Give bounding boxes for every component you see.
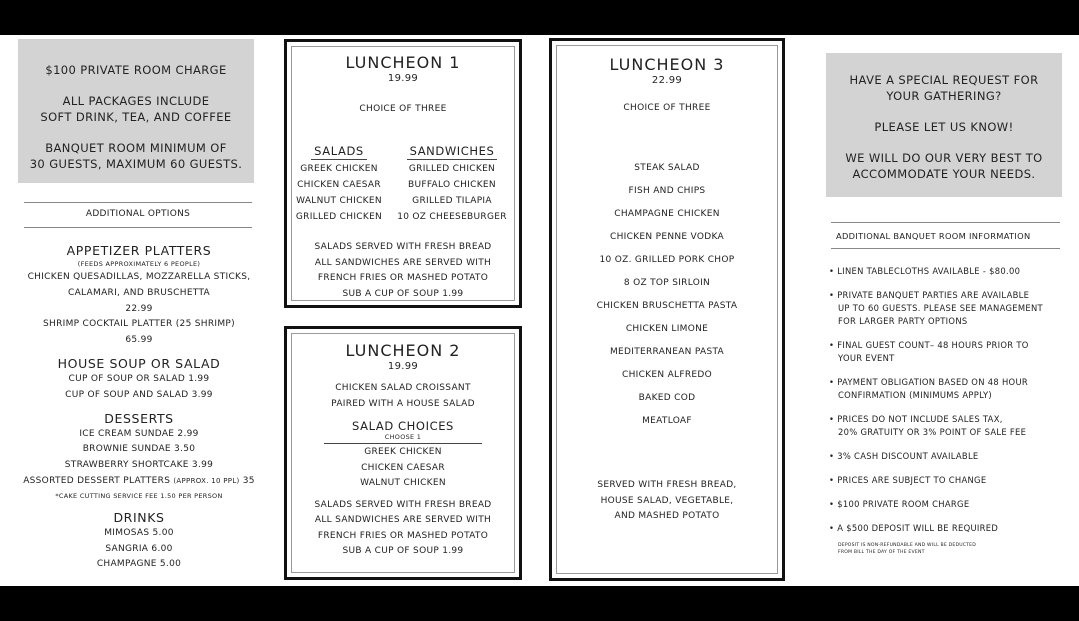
- luncheon-1-footer: SUB A CUP OF SOUP 1.99: [342, 288, 464, 299]
- salad-item: WALNUT CHICKEN: [296, 196, 382, 206]
- luncheon-3-item: CHICKEN LIMONE: [625, 324, 709, 334]
- salad-item: GREEK CHICKEN: [300, 164, 378, 174]
- salad-choices-title: SALAD CHOICES: [352, 419, 454, 433]
- fine-print-line: DEPOSIT IS NON-REFUNDABLE AND WILL BE DEDUCTED: [838, 543, 977, 548]
- info-text: YOUR EVENT: [838, 353, 895, 363]
- fine-print-line: FROM BILL THE DAY OF THE EVENT: [838, 550, 925, 555]
- banquet-info-title: ADDITIONAL BANQUET ROOM INFORMATION: [836, 231, 1031, 241]
- request-line: HAVE A SPECIAL REQUEST FOR: [849, 73, 1039, 87]
- luncheon-3-footer: HOUSE SALAD, VEGETABLE,: [600, 495, 734, 506]
- desserts-title: DESSERTS: [104, 410, 174, 426]
- sandwich-item: BUFFALO CHICKEN: [408, 180, 496, 190]
- salads-heading: SALADS: [311, 144, 367, 160]
- packages-line-2: SOFT DRINK, TEA, AND COFFEE: [40, 110, 232, 124]
- info-item: • FINAL GUEST COUNT– 48 HOURS PRIOR TO YOUR EVENT: [829, 339, 1069, 365]
- packages-line-1: ALL PACKAGES INCLUDE: [62, 94, 210, 108]
- bottom-bar: [0, 586, 1079, 621]
- luncheon-3-item: CHICKEN PENNE VODKA: [610, 232, 724, 242]
- divider: [24, 227, 252, 228]
- luncheon-3-item: CHICKEN ALFREDO: [622, 370, 712, 380]
- luncheon-3-panel: [549, 38, 785, 581]
- dessert-line: STRAWBERRY SHORTCAKE 3.99: [64, 460, 214, 471]
- info-item: • 3% CASH DISCOUNT AVAILABLE: [829, 451, 979, 461]
- divider: [24, 202, 252, 203]
- additional-options-title: ADDITIONAL OPTIONS: [85, 209, 191, 219]
- luncheon-3-item: 10 OZ. GRILLED PORK CHOP: [599, 255, 735, 265]
- info-text: PRICES ARE SUBJECT TO CHANGE: [837, 475, 987, 485]
- luncheon-2-footer: SALADS SERVED WITH FRESH BREAD: [314, 499, 492, 510]
- minimum-line-1: BANQUET ROOM MINIMUM OF: [45, 141, 227, 155]
- room-charge: $100 PRIVATE ROOM CHARGE: [45, 63, 227, 77]
- luncheon-3-price: 22.99: [651, 75, 683, 86]
- luncheon-3-item: CHAMPAGNE CHICKEN: [614, 209, 720, 219]
- luncheon-3-title: LUNCHEON 3: [609, 55, 725, 74]
- dessert-platter: [4, 474, 274, 490]
- appetizer-title: APPETIZER PLATTERS: [66, 243, 212, 258]
- info-item: • PRIVATE BANQUET PARTIES ARE AVAILABLE UP TO 60 GUESTS. PLEASE SEE MANAGEMENT FOR LARGER PARTY OPTIONS: [829, 289, 1069, 328]
- salads-column: [291, 140, 387, 225]
- luncheon-2-footer: ALL SANDWICHES ARE SERVED WITH: [314, 515, 492, 525]
- sandwich-item: 10 OZ CHEESEBURGER: [397, 212, 507, 222]
- soup-title: HOUSE SOUP OR SALAD: [57, 355, 221, 371]
- drink-line: SANGRIA 6.00: [105, 543, 173, 554]
- luncheon-3-footer: AND MASHED POTATO: [614, 511, 720, 521]
- luncheon-1-title: LUNCHEON 1: [345, 53, 461, 72]
- luncheon-2-price: 19.99: [387, 361, 419, 372]
- cake-fee: *CAKE CUTTING SERVICE FEE 1.50 PER PERSON: [55, 491, 223, 500]
- choose-one: CHOOSE 1: [384, 433, 422, 441]
- luncheon-3-item: BAKED COD: [638, 393, 696, 403]
- divider: [324, 443, 482, 444]
- sandwiches-heading: SANDWICHES: [407, 144, 498, 160]
- request-line: YOUR GATHERING?: [886, 89, 1002, 103]
- info-text: FOR LARGER PARTY OPTIONS: [838, 316, 968, 326]
- info-text: A $500 DEPOSIT WILL BE REQUIRED: [837, 523, 999, 533]
- info-text: UP TO 60 GUESTS. PLEASE SEE MANAGEMENT: [838, 303, 1043, 313]
- dessert-platter-note: (APPROX. 10 PPL): [173, 476, 240, 485]
- request-line: ACCOMMODATE YOUR NEEDS.: [852, 167, 1036, 181]
- drink-line: CHAMPAGNE 5.00: [96, 559, 182, 570]
- luncheon-3-item: MEATLOAF: [642, 416, 692, 426]
- luncheon-1-price: 19.99: [387, 73, 419, 84]
- luncheon-3-item: CHICKEN BRUSCHETTA PASTA: [596, 301, 738, 311]
- soup-line: CUP OF SOUP AND SALAD 3.99: [65, 389, 213, 400]
- info-item: • $100 PRIVATE ROOM CHARGE: [829, 499, 970, 509]
- info-item: • PRICES DO NOT INCLUDE SALES TAX, 20% GRATUITY OR 3% POINT OF SALE FEE: [829, 413, 1069, 439]
- divider: [831, 222, 1060, 223]
- info-item: • LINEN TABLECLOTHS AVAILABLE - $80.00: [829, 266, 1021, 276]
- info-item: • PAYMENT OBLIGATION BASED ON 48 HOUR CONFIRMATION (MINIMUMS APPLY): [829, 376, 1069, 402]
- salad-choice: WALNUT CHICKEN: [360, 478, 446, 488]
- info-text: CONFIRMATION (MINIMUMS APPLY): [838, 390, 992, 400]
- appetizer-note: (FEEDS APPROXIMATELY 6 PEOPLE): [77, 260, 201, 268]
- appetizer-line: SHRIMP COCKTAIL PLATTER (25 SHRIMP): [43, 319, 235, 330]
- minimum-line-2: 30 GUESTS, MAXIMUM 60 GUESTS.: [29, 157, 243, 171]
- info-text: 3% CASH DISCOUNT AVAILABLE: [837, 451, 979, 461]
- appetizer-line: CHICKEN QUESADILLAS, MOZZARELLA STICKS,: [27, 272, 251, 282]
- divider: [831, 248, 1060, 249]
- luncheon-2-title: LUNCHEON 2: [345, 341, 461, 360]
- info-text: LINEN TABLECLOTHS AVAILABLE - $80.00: [837, 266, 1021, 276]
- appetizer-price: 22.99: [125, 303, 153, 314]
- sandwich-item: GRILLED TILAPIA: [412, 196, 492, 206]
- luncheon-1-footer: FRENCH FRIES OR MASHED POTATO: [317, 273, 489, 283]
- info-text: 20% GRATUITY OR 3% POINT OF SALE FEE: [838, 427, 1027, 437]
- right-info-box: [826, 53, 1062, 197]
- luncheon-3-item: MEDITERRANEAN PASTA: [609, 347, 725, 357]
- info-text: $100 PRIVATE ROOM CHARGE: [837, 499, 970, 509]
- fine-print: [829, 542, 1069, 556]
- luncheon-1-footer: SALADS SERVED WITH FRESH BREAD: [314, 242, 492, 252]
- luncheon-2-line: CHICKEN SALAD CROISSANT: [335, 383, 471, 393]
- luncheon-2-panel: [284, 326, 522, 580]
- banquet-info-list: [829, 265, 1069, 556]
- appetizer-price: 65.99: [125, 335, 153, 346]
- drinks-title: DRINKS: [113, 509, 165, 525]
- luncheon-3-item: 8 OZ TOP SIRLOIN: [623, 278, 711, 288]
- luncheon-3-item: STEAK SALAD: [634, 163, 700, 173]
- info-item: • A $500 DEPOSIT WILL BE REQUIRED: [829, 523, 999, 533]
- info-text: FINAL GUEST COUNT– 48 HOURS PRIOR TO: [837, 340, 1029, 350]
- soup-line: CUP OF SOUP OR SALAD 1.99: [68, 373, 210, 384]
- salad-choice: GREEK CHICKEN: [364, 447, 442, 457]
- salad-choice: CHICKEN CAESAR: [361, 462, 445, 473]
- info-item: • PRICES ARE SUBJECT TO CHANGE: [829, 475, 987, 485]
- info-text: PRICES DO NOT INCLUDE SALES TAX,: [837, 414, 1003, 424]
- luncheon-3-choice: CHOICE OF THREE: [623, 103, 711, 113]
- luncheon-2-line: PAIRED WITH A HOUSE SALAD: [331, 398, 475, 409]
- sandwiches-column: [389, 140, 515, 225]
- request-line: WE WILL DO OUR VERY BEST TO: [845, 151, 1043, 165]
- sandwich-item: GRILLED CHICKEN: [408, 164, 496, 174]
- dessert-platter-label: ASSORTED DESSERT PLATTERS: [23, 475, 171, 486]
- info-text: PAYMENT OBLIGATION BASED ON 48 HOUR: [837, 377, 1028, 387]
- luncheon-2-footer: FRENCH FRIES OR MASHED POTATO: [317, 530, 489, 541]
- luncheon-3-item: FISH AND CHIPS: [628, 186, 706, 196]
- dessert-line: BROWNIE SUNDAE 3.50: [82, 444, 196, 455]
- top-bar: [0, 0, 1079, 35]
- appetizer-line: CALAMARI, AND BRUSCHETTA: [67, 287, 210, 298]
- salad-item: CHICKEN CAESAR: [297, 180, 381, 190]
- luncheon-3-footer: SERVED WITH FRESH BREAD,: [597, 480, 737, 490]
- luncheon-2-footer: SUB A CUP OF SOUP 1.99: [342, 546, 464, 556]
- luncheon-1-panel: [284, 39, 522, 308]
- luncheon-1-choice: CHOICE OF THREE: [359, 104, 447, 114]
- dessert-platter-price: 35: [242, 475, 255, 486]
- request-line: PLEASE LET US KNOW!: [874, 120, 1014, 134]
- luncheon-1-footer: ALL SANDWICHES ARE SERVED WITH: [314, 257, 492, 268]
- salad-item: GRILLED CHICKEN: [295, 212, 383, 222]
- dessert-line: ICE CREAM SUNDAE 2.99: [79, 428, 199, 439]
- left-info-box: [18, 39, 254, 183]
- drink-line: MIMOSAS 5.00: [104, 527, 174, 538]
- additional-options: [4, 243, 274, 573]
- info-text: PRIVATE BANQUET PARTIES ARE AVAILABLE: [837, 290, 1030, 300]
